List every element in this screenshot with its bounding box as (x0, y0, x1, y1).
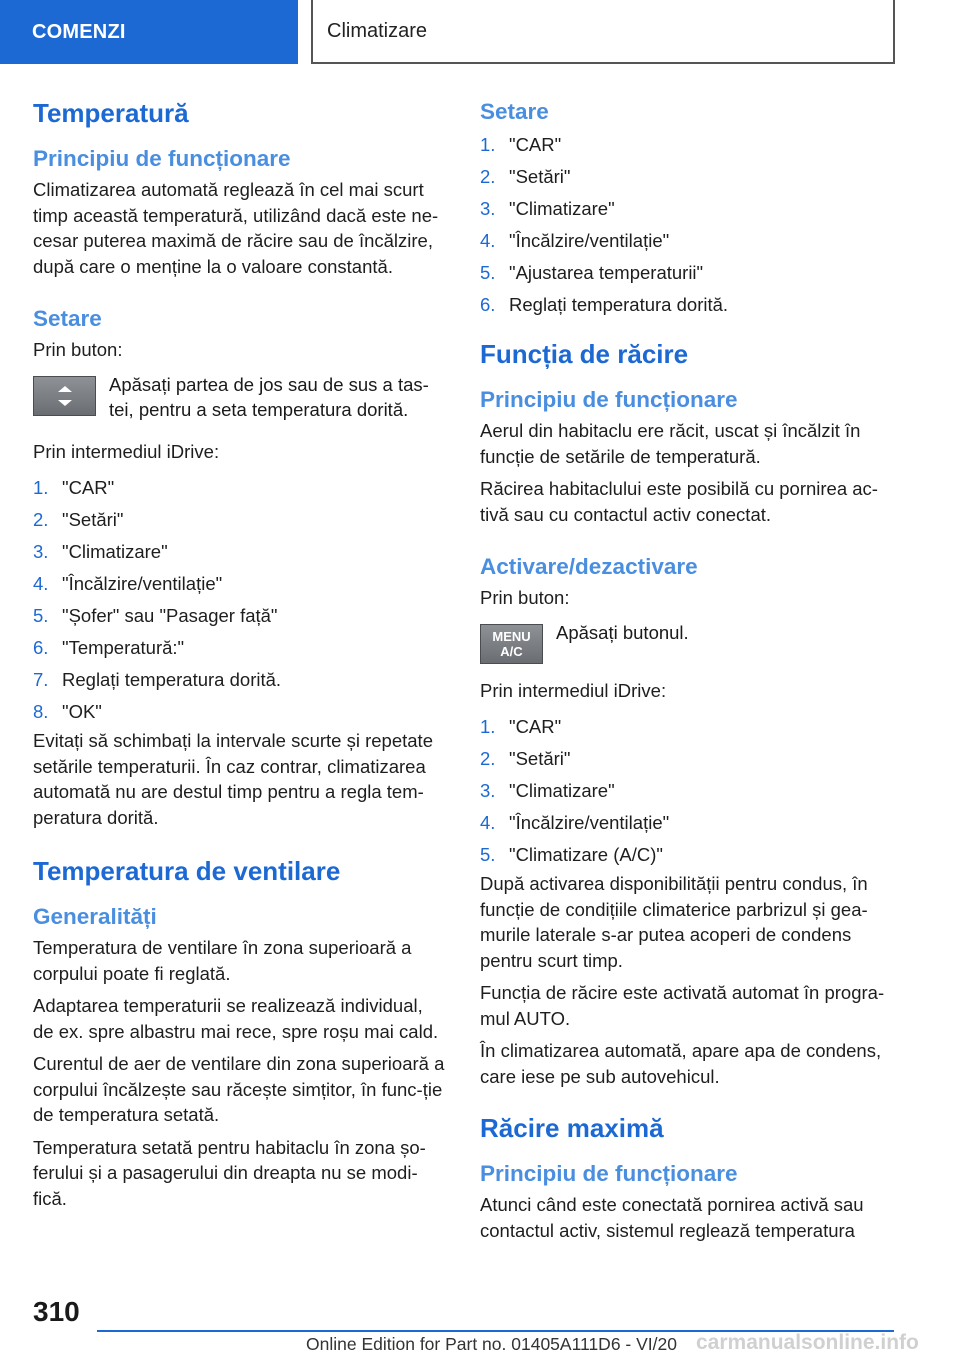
paragraph-activation-1: După activarea disponibilității pentru condus, în funcție de condițiile climaterice parbrizul și gea-murile laterale s-ar putea acoperi de condens pentru scurt timp. (480, 873, 868, 971)
watermark: carmanualsonline.info (696, 1331, 919, 1354)
text-via-button: Prin buton: (33, 339, 123, 361)
list-item: 6. Reglați temperatura dorită. (480, 294, 729, 315)
paragraph-general-3: Curentul de aer de ventilare din zona superioară a corpului încălzește sau răcește simțitor, în func-ție de temperatura setată. (33, 1053, 445, 1126)
list-item: 3. "Climatizare" (480, 780, 615, 802)
heading-max-cooling: Răcire maximă (480, 1113, 664, 1144)
list-item: 4. "Încălzire/ventilație" (480, 812, 670, 834)
list-item: 6. "Temperatură:" (33, 637, 185, 659)
paragraph-principle: Climatizarea automată reglează în cel mai scurt timp această temperatură, utilizând dacă este ne-cesar puterea maximă de răcire sau de încălzire, după care o menține la o valoare constantă. (33, 179, 439, 277)
button-instruction-text-right: Apăsați butonul. (556, 621, 689, 643)
list-item: 8. "OK" (33, 701, 102, 723)
idrive-steps-list (33, 472, 448, 728)
paragraph-general-1: Temperatura de ventilare în zona superioară a corpului poate fi reglată. (33, 937, 412, 984)
heading-temperature: Temperatură (33, 98, 189, 128)
footer-edition-text: Online Edition for Part no. 01405A111D6 - VI/20 (306, 1334, 677, 1354)
heading-setting: Setare (33, 306, 102, 332)
heading-ventilation-temperature: Temperatura de ventilare (33, 856, 341, 887)
list-item: 3. "Climatizare" (33, 541, 168, 563)
paragraph-activation-3: În climatizarea automată, apare apa de condens, care iese pe sub autovehicul. (480, 1040, 882, 1087)
heading-general: Generalități (33, 904, 157, 930)
text-via-button-right: Prin buton: (480, 587, 570, 609)
list-item: 1. "CAR" (480, 134, 562, 155)
paragraph-max-cooling: Atunci când este conectată pornirea activă sau contactul activ, sistemul reglează temperatura (480, 1194, 864, 1241)
list-item: 2. "Setări" (480, 748, 571, 770)
list-item: 4. "Încălzire/ventilație" (33, 573, 223, 595)
page-number: 310 (33, 1296, 80, 1327)
left-column (33, 98, 448, 1211)
paragraph-cooling-2: Răcirea habitaclului este posibilă cu pornirea ac-tivă sau cu contactul activ conectat. (480, 478, 878, 525)
list-item: 5. "Șofer" sau "Pasager față" (33, 605, 278, 627)
list-item: 2. "Setări" (480, 166, 571, 187)
list-item: 5. "Climatizare (A/C)" (480, 844, 663, 866)
text-via-idrive-right: Prin intermediul iDrive: (480, 679, 667, 701)
list-item: 5. "Ajustarea temperaturii" (480, 262, 704, 283)
paragraph-activation-2: Funcția de răcire este activată automat în progra-mul AUTO. (480, 982, 885, 1029)
button-label-menu: MENU (492, 628, 531, 644)
right-column (480, 98, 896, 1243)
header-chapter-title: Climatizare (311, 0, 895, 64)
list-item: 3. "Climatizare" (480, 198, 615, 219)
heading-cooling-function: Funcția de răcire (480, 339, 689, 369)
activate-steps-list (480, 711, 896, 871)
paragraph-general-4: Temperatura setată pentru habitaclu în zona șo-ferului și a pasagerului din dreapta nu se modi-fică. (33, 1136, 426, 1209)
up-down-arrows-icon (50, 381, 80, 411)
list-item: 2. "Setări" (33, 509, 124, 531)
menu-ac-button-icon (480, 624, 543, 664)
heading-principle-right-2: Principiu de funcționare (480, 1161, 738, 1187)
paragraph-avoid-changes: Evitați să schimbați la intervale scurte și repetate setările temperaturii. În caz contrar, climatizarea automată nu are destul timp pentru a regla tem-peratura dorită. (33, 730, 433, 828)
button-instruction-right (480, 620, 896, 664)
text-via-idrive: Prin intermediul iDrive: (33, 440, 220, 462)
header-section-tab: COMENZI (0, 0, 298, 64)
list-item: 4. "Încălzire/ventilație" (480, 230, 670, 251)
heading-activate-deactivate: Activare/dezactivare (480, 554, 698, 580)
heading-setting-right: Setare (480, 99, 549, 124)
button-instruction (33, 372, 448, 423)
list-item: 1. "CAR" (480, 716, 562, 738)
button-instruction-text: Apăsați partea de jos sau de sus a tas-tei, pentru a seta temperatura dorită. (109, 373, 429, 421)
setting-steps-list (480, 129, 896, 321)
paragraph-cooling-1: Aerul din habitaclu ere răcit, uscat și încălzit în funcție de setările de temperatură. (480, 420, 861, 467)
list-item: 1. "CAR" (33, 477, 115, 499)
temperature-rocker-switch-icon (33, 376, 96, 416)
heading-principle: Principiu de funcționare (33, 146, 291, 172)
button-label-ac: A/C (500, 643, 523, 659)
paragraph-general-2: Adaptarea temperaturii se realizează individual, de ex. spre albastru mai rece, spre roșu mai cald. (33, 995, 439, 1042)
heading-principle-right: Principiu de funcționare (480, 387, 738, 413)
list-item: 7. Reglați temperatura dorită. (33, 669, 282, 691)
